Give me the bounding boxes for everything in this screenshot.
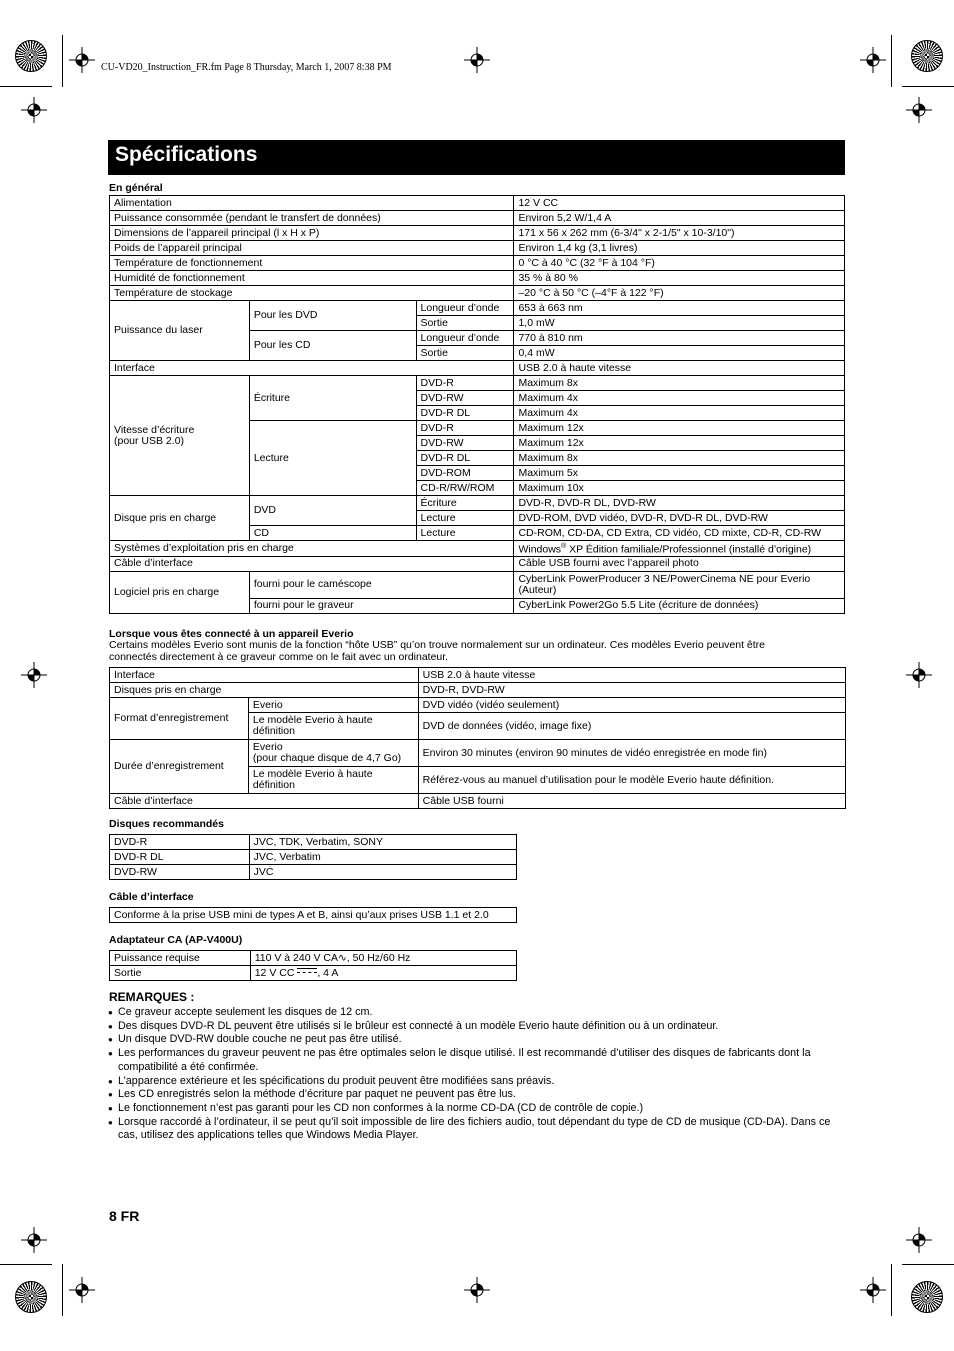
table-row	[110, 196, 845, 211]
disc-brands: JVC, TDK, Verbatim, SONY	[249, 835, 516, 850]
spec-sublabel: Pour les DVD	[249, 301, 416, 331]
spec-sublabel: CD	[249, 526, 416, 541]
crop-line	[891, 35, 892, 87]
title-bar	[108, 140, 845, 175]
spec-value: 0,4 mW	[514, 346, 845, 361]
registration-mark-icon	[69, 1277, 95, 1303]
section-heading-discs: Disques recommandés	[109, 818, 224, 830]
disc-brands: JVC, Verbatim	[249, 850, 516, 865]
registered-mark: ®	[561, 543, 567, 550]
spec-label: Disque pris en charge	[110, 496, 250, 541]
page-number: 8 FR	[109, 1208, 140, 1224]
spec-sublabel: Everio	[248, 698, 418, 713]
table-row	[110, 740, 846, 767]
spec-value: 110 V à 240 V CA∿, 50 Hz/60 Hz	[250, 951, 516, 966]
crop-line	[902, 1264, 954, 1265]
disc-type: DVD-RW	[110, 865, 250, 880]
output-current: , 4 A	[317, 966, 339, 979]
spec-label: Disques pris en charge	[110, 683, 419, 698]
disc-brands: JVC	[249, 865, 516, 880]
spec-value: Maximum 12x	[514, 436, 845, 451]
spec-value	[514, 541, 845, 557]
crop-line	[62, 35, 63, 87]
table-row	[110, 271, 845, 286]
note-item: ● Ce graveur accepte seulement les disques de 12 cm.	[108, 1006, 848, 1020]
table-row	[110, 361, 845, 376]
table-row	[110, 698, 846, 713]
duration-everio-label: Everio	[252, 741, 283, 753]
everio-intro-line: Certains modèles Everio sont munis de la fonction “hôte USB” qu’on trouve normalement sur un ordinateur. Ces modèles Everio peuvent être	[109, 639, 766, 651]
spec-sublabel: DVD-RW	[416, 436, 514, 451]
note-item: ● Les performances du graveur peuvent ne pas être optimales selon le disque utilisé. Il est recommandé d’utiliser des disques de fabricants dont la compatibilité a été confirmée.	[108, 1047, 848, 1074]
cable-table	[109, 907, 517, 923]
os-name: Windows	[518, 543, 562, 556]
everio-intro	[109, 639, 765, 663]
table-row	[110, 683, 846, 698]
dc-symbol-icon	[297, 968, 317, 973]
spec-sublabel: Le modèle Everio à haute définition	[248, 713, 418, 740]
notes-title: REMARQUES :	[109, 990, 195, 1004]
spec-value: CyberLink PowerProducer 3 NE/PowerCinema NE pour Everio (Auteur)	[514, 571, 845, 598]
write-speed-label: Vitesse d’écriture	[114, 423, 195, 436]
spec-sublabel: Sortie	[416, 316, 514, 331]
crop-line	[902, 86, 954, 87]
spec-sublabel: Lecture	[416, 526, 514, 541]
spec-sublabel: DVD-R	[416, 421, 514, 436]
spec-value: Maximum 4x	[514, 406, 845, 421]
note-item: ● Un disque DVD-RW double couche ne peut pas être utilisé.	[108, 1033, 848, 1047]
everio-spec-table	[109, 667, 846, 809]
note-item: ● Des disques DVD-R DL peuvent être utilisés si le brûleur est connecté à un modèle Everio haute définition ou à un ordinateur.	[108, 1020, 848, 1034]
table-row	[110, 301, 845, 316]
table-row	[110, 556, 845, 571]
adapter-table	[109, 950, 517, 981]
registration-mark-icon	[464, 47, 490, 73]
table-row	[110, 908, 517, 923]
spec-sublabel: Pour les CD	[249, 331, 416, 361]
spec-value: Environ 30 minutes (environ 90 minutes de vidéo enregistrée en mode fin)	[418, 740, 845, 767]
spec-value: DVD de données (vidéo, image fixe)	[418, 713, 845, 740]
table-row	[110, 541, 845, 557]
note-item: ● Les CD enregistrés selon la méthode d’écriture par paquet ne peuvent pas être lus.	[108, 1088, 848, 1102]
spec-value: Référez-vous au manuel d’utilisation pour le modèle Everio haute définition.	[418, 767, 845, 794]
spec-value: Environ 1,4 kg (3,1 livres)	[514, 241, 845, 256]
spec-value: Maximum 5x	[514, 466, 845, 481]
spec-value: 770 à 810 nm	[514, 331, 845, 346]
spec-sublabel: DVD	[249, 496, 416, 526]
spec-value: USB 2.0 à haute vitesse	[514, 361, 845, 376]
crop-line	[62, 1264, 63, 1316]
note-item: ● Le fonctionnement n’est pas garanti pour les CD non conformes à la norme CD-DA (CD de contrôle de copie.)	[108, 1102, 848, 1116]
write-speed-sublabel: (pour USB 2.0)	[114, 434, 185, 447]
spec-sublabel: DVD-R DL	[416, 451, 514, 466]
spec-label: Logiciel pris en charge	[110, 571, 250, 613]
recommended-discs-table	[109, 834, 517, 880]
os-edition: XP Édition familiale/Professionnel (installé d’origine)	[566, 543, 812, 556]
spec-value: 0 °C à 40 °C (32 °F à 104 °F)	[514, 256, 845, 271]
spec-value: 1,0 mW	[514, 316, 845, 331]
spec-label: Durée d’enregistrement	[110, 740, 249, 794]
duration-everio-sublabel: (pour chaque disque de 4,7 Go)	[252, 752, 402, 764]
spec-sublabel: Écriture	[416, 496, 514, 511]
spec-value	[250, 966, 516, 981]
table-row	[110, 835, 517, 850]
registration-mark-icon	[860, 47, 886, 73]
spec-sublabel: Longueur d’onde	[416, 301, 514, 316]
table-row	[110, 211, 845, 226]
note-item: ● L’apparence extérieure et les spécifications du produit peuvent être modifiées sans préavis.	[108, 1075, 848, 1089]
table-row	[110, 376, 845, 391]
table-row	[110, 241, 845, 256]
spec-value: 171 x 56 x 262 mm (6-3/4" x 2-1/5" x 10-3/10")	[514, 226, 845, 241]
spec-label: Poids de l’appareil principal	[110, 241, 514, 256]
registration-mark-icon	[906, 97, 932, 123]
spec-sublabel: Longueur d’onde	[416, 331, 514, 346]
table-row	[110, 668, 846, 683]
spec-sublabel: DVD-ROM	[416, 466, 514, 481]
spec-label: Puissance consommée (pendant le transfert de données)	[110, 211, 514, 226]
section-heading-everio: Lorsque vous êtes connecté à un appareil Everio	[109, 628, 354, 640]
registration-mark-icon	[464, 1277, 490, 1303]
registration-mark-icon	[860, 1277, 886, 1303]
general-spec-table	[109, 195, 845, 614]
table-row	[110, 865, 517, 880]
spec-value: –20 °C à 50 °C (–4°F à 122 °F)	[514, 286, 845, 301]
spec-sublabel: Écriture	[249, 376, 416, 421]
spec-value: 12 V CC	[514, 196, 845, 211]
disc-type: DVD-R	[110, 835, 250, 850]
crop-line	[0, 1264, 52, 1265]
spec-label: Alimentation	[110, 196, 514, 211]
spec-label: Format d’enregistrement	[110, 698, 249, 740]
registration-mark-icon	[21, 1227, 47, 1253]
spec-sublabel: Lecture	[249, 421, 416, 496]
spec-sublabel: Lecture	[416, 511, 514, 526]
crop-line	[0, 86, 52, 87]
spec-sublabel: DVD-R	[416, 376, 514, 391]
color-target-icon	[15, 1281, 47, 1313]
spec-label: Dimensions de l’appareil principal (l x H x P)	[110, 226, 514, 241]
table-row	[110, 571, 845, 598]
section-heading-adapter: Adaptateur CA (AP-V400U)	[109, 934, 243, 946]
spec-value: Environ 5,2 W/1,4 A	[514, 211, 845, 226]
spec-value: 35 % à 80 %	[514, 271, 845, 286]
spec-label: Humidité de fonctionnement	[110, 271, 514, 286]
spec-value: 653 à 663 nm	[514, 301, 845, 316]
color-target-icon	[911, 1281, 943, 1313]
table-row	[110, 286, 845, 301]
registration-mark-icon	[21, 97, 47, 123]
registration-mark-icon	[21, 662, 47, 688]
spec-sublabel: Le modèle Everio à haute définition	[248, 767, 418, 794]
spec-label	[110, 376, 250, 496]
disc-type: DVD-R DL	[110, 850, 250, 865]
table-row	[110, 850, 517, 865]
registration-mark-icon	[69, 47, 95, 73]
color-target-icon	[15, 40, 47, 72]
spec-value: CD-ROM, CD-DA, CD Extra, CD vidéo, CD mixte, CD-R, CD-RW	[514, 526, 845, 541]
everio-intro-line: connectés directement à ce graveur comme on le fait avec un ordinateur.	[109, 651, 449, 663]
page-title: Spécifications	[115, 143, 258, 166]
table-row	[110, 794, 846, 809]
spec-label: Sortie	[110, 966, 251, 981]
spec-value: USB 2.0 à haute vitesse	[418, 668, 845, 683]
spec-value: Câble USB fourni	[418, 794, 845, 809]
spec-sublabel: CD-R/RW/ROM	[416, 481, 514, 496]
crop-line	[891, 1264, 892, 1316]
section-heading-general: En général	[109, 182, 163, 194]
spec-label: Puissance du laser	[110, 301, 250, 361]
note-item: ● Lorsque raccordé à l’ordinateur, il se peut qu’il soit impossible de lire des fichiers audio, tout dépendant du type de CD de musique (CD-DA). Dans ce cas, utilisez des applications telles que Windows Media Player.	[108, 1116, 848, 1143]
cable-spec: Conforme à la prise USB mini de types A et B, ainsi qu’aux prises USB 1.1 et 2.0	[110, 908, 517, 923]
table-row	[110, 496, 845, 511]
spec-value: Maximum 10x	[514, 481, 845, 496]
spec-value: Maximum 4x	[514, 391, 845, 406]
spec-label: Câble d’interface	[110, 794, 419, 809]
spec-value: DVD vidéo (vidéo seulement)	[418, 698, 845, 713]
spec-sublabel: Sortie	[416, 346, 514, 361]
registration-mark-icon	[906, 1227, 932, 1253]
color-target-icon	[911, 40, 943, 72]
output-voltage: 12 V CC	[254, 966, 295, 979]
spec-sublabel: fourni pour le graveur	[249, 598, 514, 613]
spec-label: Câble d’interface	[110, 556, 514, 571]
notes-list	[108, 1006, 848, 1143]
spec-sublabel: fourni pour le caméscope	[249, 571, 514, 598]
spec-label: Systèmes d’exploitation pris en charge	[110, 541, 514, 557]
spec-value: Maximum 12x	[514, 421, 845, 436]
registration-mark-icon	[906, 662, 932, 688]
spec-value: Câble USB fourni avec l’appareil photo	[514, 556, 845, 571]
spec-sublabel: DVD-R DL	[416, 406, 514, 421]
spec-sublabel: DVD-RW	[416, 391, 514, 406]
table-row	[110, 966, 517, 981]
spec-sublabel	[248, 740, 418, 767]
file-header: CU-VD20_Instruction_FR.fm Page 8 Thursday, March 1, 2007 8:38 PM	[101, 62, 392, 73]
spec-label: Température de stockage	[110, 286, 514, 301]
spec-label: Interface	[110, 668, 419, 683]
spec-value: Maximum 8x	[514, 451, 845, 466]
table-row	[110, 256, 845, 271]
table-row	[110, 951, 517, 966]
table-row	[110, 226, 845, 241]
spec-label: Interface	[110, 361, 514, 376]
spec-value: DVD-ROM, DVD vidéo, DVD-R, DVD-R DL, DVD-RW	[514, 511, 845, 526]
spec-value: DVD-R, DVD-RW	[418, 683, 845, 698]
spec-label: Température de fonctionnement	[110, 256, 514, 271]
spec-label: Puissance requise	[110, 951, 251, 966]
spec-value: DVD-R, DVD-R DL, DVD-RW	[514, 496, 845, 511]
spec-value: Maximum 8x	[514, 376, 845, 391]
section-heading-cable: Câble d’interface	[109, 891, 194, 903]
spec-value: CyberLink Power2Go 5.5 Lite (écriture de données)	[514, 598, 845, 613]
